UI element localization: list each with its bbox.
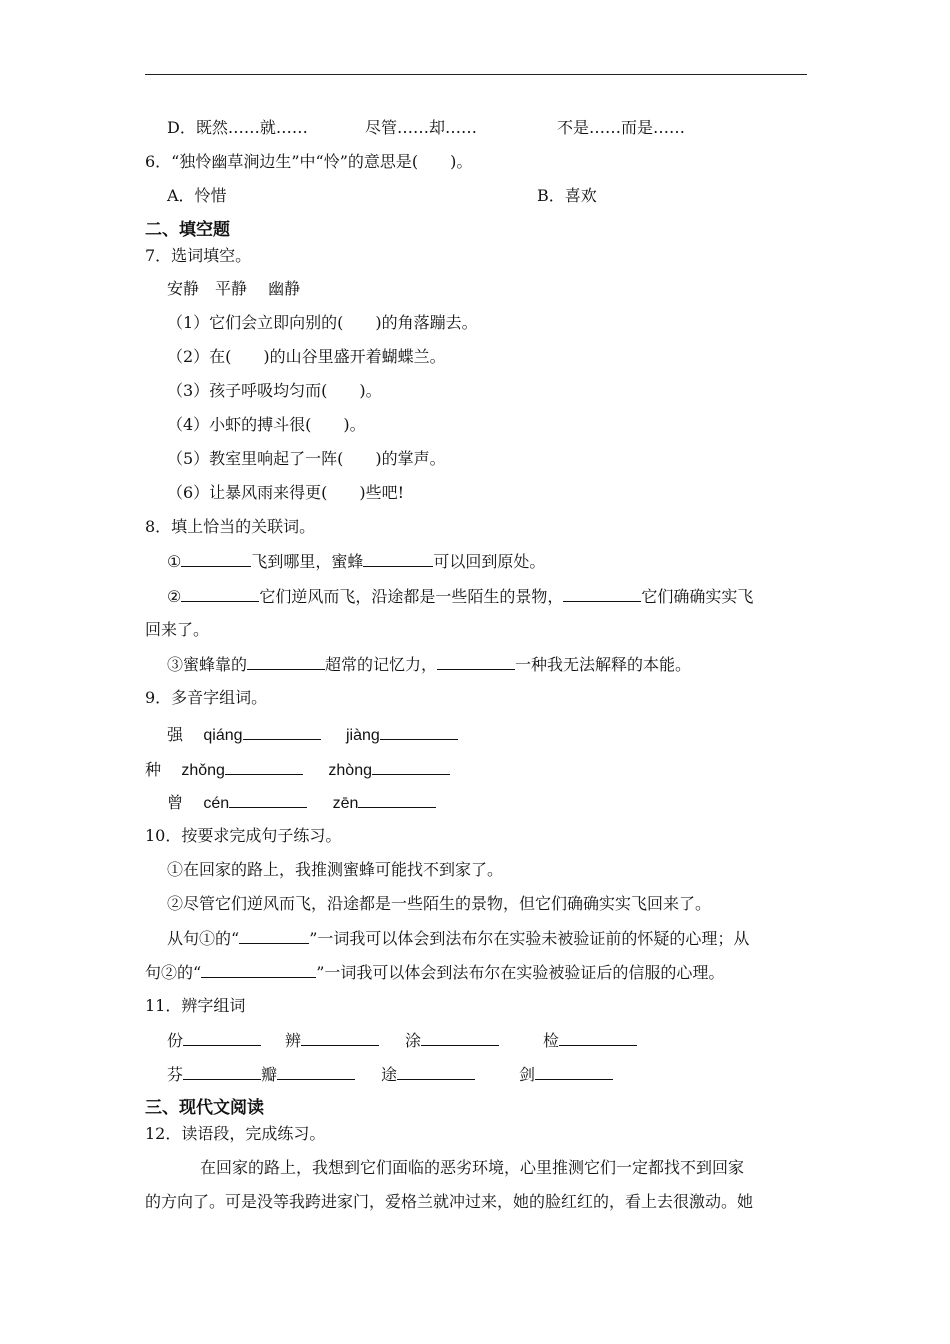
pinyin: cén: [203, 795, 230, 812]
answer-blank[interactable]: [229, 792, 307, 808]
q7-word-bank: 安静 平静 幽静: [167, 279, 301, 298]
answer-blank[interactable]: [201, 962, 316, 978]
char-item: 途: [381, 1065, 398, 1084]
q10-sentence-1: ①在回家的路上，我推测蜜蜂可能找不到家了。: [167, 860, 504, 879]
q7-item: （5）教室里响起了一阵( )的掌声。: [167, 449, 446, 468]
answer-blank[interactable]: [535, 1064, 613, 1080]
q7-item: （3）孩子呼吸均匀而( )。: [167, 381, 382, 400]
polyphone-char: 种: [145, 760, 162, 779]
q12-passage-line-2: 的方向了。可是没等我跨进家门，爱格兰就冲过来，她的脸红红的，看上去很激动。她: [145, 1192, 754, 1211]
pinyin: zhòng: [328, 762, 372, 779]
q9-row-qiang: [167, 724, 458, 746]
polyphone-char: 强: [167, 725, 184, 744]
answer-blank[interactable]: [363, 551, 433, 567]
answer-blank[interactable]: [437, 654, 515, 670]
q10-p1-end: ”一词我可以体会到法布尔在实验未被验证前的怀疑的心理；从: [309, 929, 750, 948]
q8-s1-end: 可以回到原处。: [433, 552, 546, 571]
q8-s2-end: 它们确确实实飞: [641, 587, 754, 606]
section-2-title: 二、填空题: [145, 220, 230, 240]
char-item: 涂: [405, 1031, 422, 1050]
answer-blank[interactable]: [358, 792, 436, 808]
answer-blank[interactable]: [181, 551, 251, 567]
char-item: 芬: [167, 1065, 184, 1084]
q10-p2-end: ”一词我可以体会到法布尔在实验被验证后的信服的心理。: [316, 963, 725, 982]
q10-prompt-line-2: [145, 962, 724, 983]
pinyin: zēn: [332, 795, 359, 812]
char-item: 份: [167, 1031, 184, 1050]
char-item: 辨: [285, 1031, 302, 1050]
q12-passage-line-1: 在回家的路上，我想到它们面临的恶劣环境，心里推测它们一定都找不到回家: [200, 1158, 745, 1177]
q10-p1-start: 从句①的“: [167, 929, 240, 948]
q9-row-zhong: [145, 759, 450, 781]
q6-option-b: B．喜欢: [537, 186, 597, 205]
q7-stem: 7．选词填空。: [145, 246, 252, 265]
q7-item: （2）在( )的山谷里盛开着蝴蝶兰。: [167, 347, 446, 366]
q8-s2-marker: ②: [167, 587, 182, 606]
answer-blank[interactable]: [301, 1030, 379, 1046]
q5-option-d-b: 尽管……却……: [365, 118, 478, 137]
answer-blank[interactable]: [183, 1030, 261, 1046]
q8-sentence-2: [167, 586, 753, 607]
char-item: 瓣: [261, 1065, 278, 1084]
answer-blank[interactable]: [225, 759, 303, 775]
answer-blank[interactable]: [397, 1064, 475, 1080]
answer-blank[interactable]: [372, 759, 450, 775]
polyphone-char: 曾: [167, 793, 184, 812]
q7-item: （1）它们会立即向别的( )的角落蹦去。: [167, 313, 478, 332]
q10-prompt-line-1: [167, 928, 749, 949]
char-item: 检: [543, 1031, 560, 1050]
q8-s3-mid: 超常的记忆力，: [325, 655, 438, 674]
q8-sentence-1: [167, 551, 545, 572]
answer-blank[interactable]: [380, 724, 458, 740]
q8-s3-text: ③蜜蜂靠的: [167, 655, 248, 674]
q7-item: （4）小虾的搏斗很( )。: [167, 415, 366, 434]
q11-row-1: [167, 1030, 637, 1051]
q11-row-2: [167, 1064, 613, 1085]
answer-blank[interactable]: [563, 586, 641, 602]
answer-blank[interactable]: [247, 654, 325, 670]
q8-s1-text: 飞到哪里，蜜蜂: [251, 552, 364, 571]
answer-blank[interactable]: [277, 1064, 355, 1080]
answer-blank[interactable]: [183, 1064, 261, 1080]
q8-s3-end: 一种我无法解释的本能。: [515, 655, 692, 674]
q8-stem: 8．填上恰当的关联词。: [145, 517, 316, 536]
q10-stem: 10．按要求完成句子练习。: [145, 826, 342, 845]
answer-blank[interactable]: [243, 724, 321, 740]
pinyin: jiàng: [345, 727, 380, 744]
q6-option-a: A．怜惜: [167, 186, 227, 205]
q5-option-d-c: 不是……而是……: [557, 118, 686, 137]
q11-stem: 11．辨字组词: [145, 996, 246, 1015]
q6-stem: 6．“独怜幽草涧边生”中“怜”的意思是( )。: [145, 152, 473, 171]
answer-blank[interactable]: [559, 1030, 637, 1046]
q8-sentence-3: [167, 654, 691, 675]
q8-s2-continuation: 回来了。: [145, 620, 210, 639]
q8-s1-marker: ①: [167, 552, 182, 571]
answer-blank[interactable]: [181, 586, 259, 602]
q5-option-d: D．既然……就……: [167, 118, 308, 137]
q10-sentence-2: ②尽管它们逆风而飞，沿途都是一些陌生的景物，但它们确确实实飞回来了。: [167, 894, 712, 913]
section-3-title: 三、现代文阅读: [145, 1098, 264, 1118]
q9-row-ceng: [167, 792, 436, 814]
q8-s2-text: 它们逆风而飞，沿途都是一些陌生的景物，: [259, 587, 564, 606]
q10-p2-start: 句②的“: [145, 963, 202, 982]
q7-item: （6）让暴风雨来得更( )些吧!: [167, 483, 405, 502]
answer-blank[interactable]: [239, 928, 309, 944]
pinyin: qiáng: [203, 727, 243, 744]
q12-stem: 12．读语段，完成练习。: [145, 1124, 326, 1143]
pinyin: zhǒng: [181, 762, 225, 779]
answer-blank[interactable]: [421, 1030, 499, 1046]
q9-stem: 9．多音字组词。: [145, 688, 268, 707]
header-rule: [145, 74, 807, 75]
char-item: 剑: [519, 1065, 536, 1084]
